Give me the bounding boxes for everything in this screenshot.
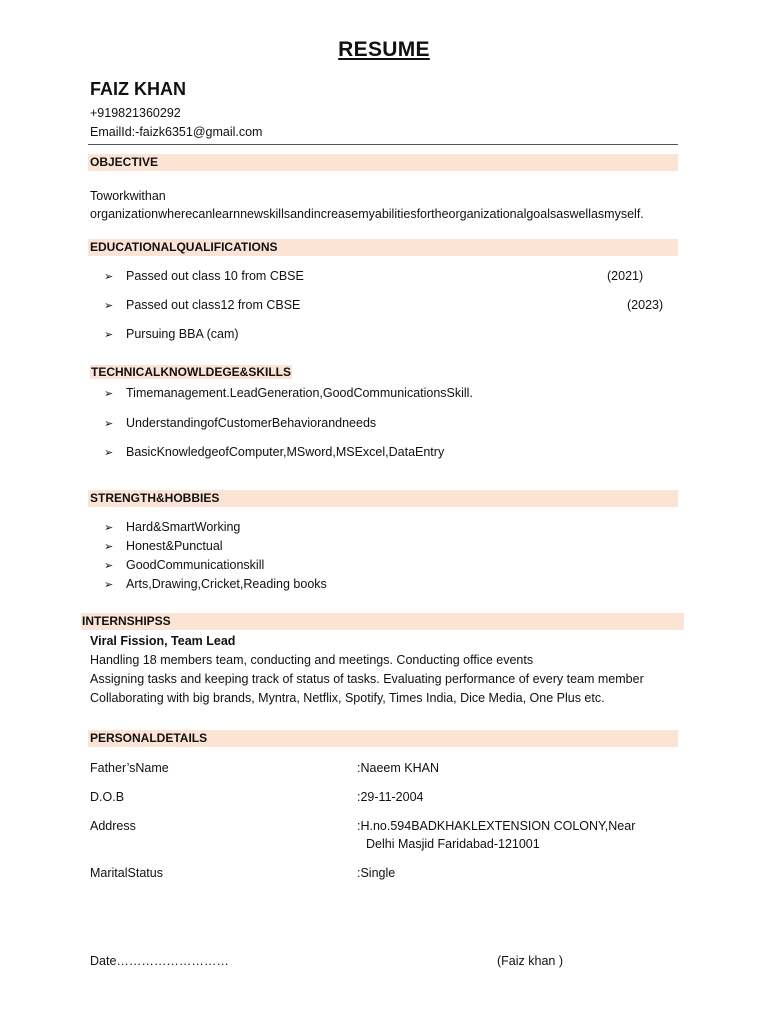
marital-status-label: MaritalStatus [90, 866, 163, 880]
strength-item-text: Hard&SmartWorking [126, 520, 241, 534]
internship-line: Handling 18 members team, conducting and meetings. Conducting office events [90, 653, 534, 667]
father-name-label: Father’sName [90, 761, 169, 775]
list-item [104, 386, 473, 400]
marital-status-value: :Single [357, 866, 396, 880]
skill-item-text: Timemanagement.LeadGeneration,GoodCommunicationsSkill. [126, 386, 473, 400]
skill-item-text: BasicKnowledgeofComputer,MSword,MSExcel,DataEntry [126, 445, 445, 459]
list-item [104, 327, 239, 341]
strengths-heading: STRENGTH&HOBBIES [88, 490, 678, 507]
education-item-text: Passed out class 10 from CBSE [126, 269, 304, 283]
arrow-bullet-icon: ➢ [104, 447, 114, 459]
list-item [104, 558, 264, 572]
phone-number: +919821360292 [90, 106, 181, 120]
date-field: Date……………………… [90, 954, 229, 968]
internship-line: Assigning tasks and keeping track of status of tasks. Evaluating performance of every team member [90, 672, 644, 686]
address-value: :H.no.594BADKHAKLEXTENSION COLONY,Near [357, 819, 636, 833]
list-item [104, 416, 376, 430]
skills-heading: TECHNICALKNOWLDEGE&SKILLS [91, 365, 291, 379]
list-item [104, 539, 223, 553]
arrow-bullet-icon: ➢ [104, 388, 114, 400]
objective-line-1: Toworkwithan [90, 189, 166, 203]
arrow-bullet-icon: ➢ [104, 329, 114, 341]
list-item [104, 445, 444, 459]
dob-label: D.O.B [90, 790, 125, 804]
internships-heading: INTERNSHIPSS [81, 613, 684, 630]
arrow-bullet-icon: ➢ [104, 300, 114, 312]
signature: (Faiz khan ) [497, 954, 563, 968]
objective-line-2: organizationwherecanlearnnewskillsandincreasemyabilitiesfortheorganizationalgoalsaswellasmyself. [90, 207, 644, 221]
address-label: Address [90, 819, 136, 833]
list-item [104, 298, 300, 312]
strength-item-text: GoodCommunicationskill [126, 558, 265, 572]
education-item-text: Passed out class12 from CBSE [126, 298, 301, 312]
education-year: (2023) [627, 298, 664, 312]
resume-title: RESUME [338, 38, 430, 61]
candidate-name: FAIZ KHAN [90, 79, 186, 99]
arrow-bullet-icon: ➢ [104, 522, 114, 534]
father-name-value: :Naeem KHAN [357, 761, 439, 775]
strength-item-text: Arts,Drawing,Cricket,Reading books [126, 577, 327, 591]
list-item [104, 577, 327, 591]
internship-line: Collaborating with big brands, Myntra, Netflix, Spotify, Times India, Dice Media, One Plus etc. [90, 691, 605, 705]
education-item-text: Pursuing BBA (cam) [126, 327, 239, 341]
personal-heading: PERSONALDETAILS [88, 730, 678, 747]
objective-heading: OBJECTIVE [88, 154, 678, 171]
arrow-bullet-icon: ➢ [104, 541, 114, 553]
arrow-bullet-icon: ➢ [104, 579, 114, 591]
education-heading: EDUCATIONALQUALIFICATIONS [88, 239, 678, 256]
strength-item-text: Honest&Punctual [126, 539, 223, 553]
arrow-bullet-icon: ➢ [104, 271, 114, 283]
arrow-bullet-icon: ➢ [104, 560, 114, 572]
header-divider [88, 144, 678, 145]
email-address: EmailId:-faizk6351@gmail.com [90, 125, 263, 139]
internship-role: Viral Fission, Team Lead [90, 634, 236, 648]
skill-item-text: UnderstandingofCustomerBehaviorandneeds [126, 416, 377, 430]
education-year: (2021) [607, 269, 644, 283]
address-value-line-2: Delhi Masjid Faridabad-121001 [366, 837, 540, 851]
list-item [104, 520, 240, 534]
dob-value: :29-11-2004 [357, 790, 424, 804]
list-item [104, 269, 304, 283]
arrow-bullet-icon: ➢ [104, 418, 114, 430]
